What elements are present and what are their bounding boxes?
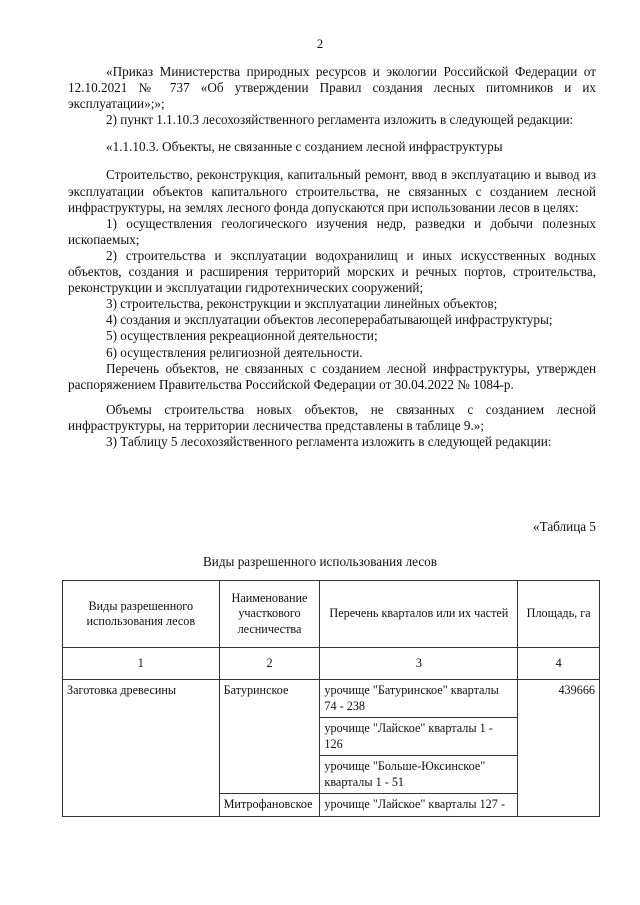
list-item-1: 1) осуществления геологического изучения недр, разведки и добычи полезных ископаемых; — [68, 215, 596, 247]
table-cell-quarters: урочище "Лайское" кварталы 1 - 126 — [320, 718, 518, 756]
table-column-number: 3 — [320, 648, 518, 680]
paragraph-construction-volumes: Объемы строительства новых объектов, не связанных с созданием лесной инфраструктуры, на территории лесничества представлены в таблице 9.»; — [68, 401, 596, 433]
table-header-district: Наименование участкового лесничества — [219, 581, 320, 648]
paragraph-order-reference: «Приказ Министерства природных ресурсов и экологии Российской Федерации от 12.10.2021 № 737 «Об утверждении Правил создания лесных питомников и их эксплуатации»;»; — [68, 64, 596, 112]
paragraph-item-2: 2) пункт 1.1.10.3 лесохозяйственного регламента изложить в следующей редакции: — [106, 112, 574, 128]
table-column-number: 1 — [63, 648, 220, 680]
page-number: 2 — [316, 36, 324, 51]
section-heading-1-1-10-3: «1.1.10.3. Объекты, не связанные с созданием лесной инфраструктуры — [106, 139, 503, 155]
table-column-number: 4 — [518, 648, 600, 680]
table-header-row — [63, 581, 600, 648]
table-cell-district: Митрофановское — [219, 794, 320, 817]
table-cell-quarters: урочище "Лайское" кварталы 127 - — [320, 794, 518, 817]
paragraph-objects-list: Перечень объектов, не связанных с созданием лесной инфраструктуры, утвержден распоряжением Правительства Российской Федерации от 30.04.2022 № 1084-р. — [68, 360, 596, 392]
table-cell-use-type: Заготовка древесины — [63, 680, 220, 817]
table-header-use-type: Виды разрешенного использования лесов — [63, 581, 220, 648]
table-title: Виды разрешенного использования лесов — [202, 554, 438, 569]
paragraph-construction-intro: Строительство, реконструкция, капитальный ремонт, ввод в эксплуатацию и вывод из эксплуатации объектов капитального строительства, не связанных с созданием лесной инфраструктуры, на землях лесного фонда допускаются при использовании лесов в целях: — [68, 167, 596, 215]
table-header-area: Площадь, га — [518, 581, 600, 648]
table-column-number: 2 — [219, 648, 320, 680]
document-body — [68, 64, 596, 450]
list-item-3: 3) строительства, реконструкции и эксплуатации линейных объектов; — [106, 296, 498, 312]
table-label: «Таблица 5 — [533, 519, 596, 534]
forest-use-table — [62, 580, 600, 817]
table-row — [63, 680, 600, 718]
paragraph-item-3: 3) Таблицу 5 лесохозяйственного регламента изложить в следующей редакции: — [106, 433, 552, 449]
table-cell-quarters: урочище "Больше-Юксинское" кварталы 1 - 51 — [320, 756, 518, 794]
table-column-numbers-row — [63, 648, 600, 680]
table-cell-district: Батуринское — [219, 680, 320, 794]
table-header-quarters: Перечень кварталов или их частей — [320, 581, 518, 648]
list-item-5: 5) осуществления рекреационной деятельности; — [106, 328, 378, 344]
list-item-6: 6) осуществления религиозной деятельности. — [106, 344, 363, 360]
list-item-4: 4) создания и эксплуатации объектов лесоперерабатывающей инфраструктуры; — [106, 312, 553, 328]
table-cell-quarters: урочище "Батуринское" кварталы 74 - 238 — [320, 680, 518, 718]
table-cell-area: 439666 — [518, 680, 600, 817]
list-item-2: 2) строительства и эксплуатации водохранилищ и иных искусственных водных объектов, создания и расширения территорий морских и речных портов, строительства, реконструкции и эксплуатации гидротехнических сооружений; — [68, 247, 596, 296]
